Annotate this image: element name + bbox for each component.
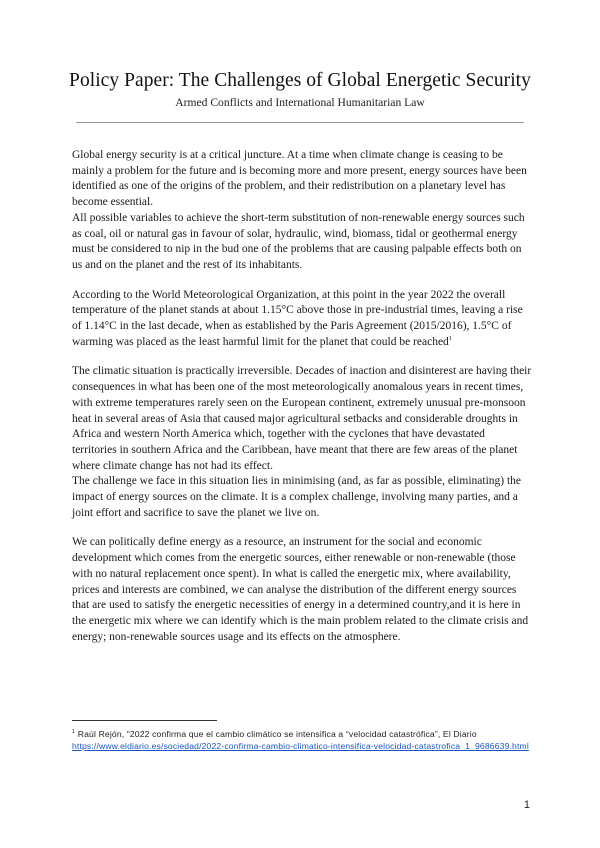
page-title: Policy Paper: The Challenges of Global Energetic Security bbox=[69, 70, 531, 91]
footnote-link[interactable]: https://www.eldiario.es/sociedad/2022-confirma-cambio-climatico-intensifica-velocidad-catastrofica_1_9686639.html bbox=[72, 740, 529, 751]
paragraph-1: Global energy security is at a critical juncture. At a time when climate change is ceasing to be mainly a problem for the future and is becoming more and more present, energy sources have been identified as one of the origins of the problem, and their redistribution on a planetary level has become essential. bbox=[72, 149, 527, 209]
footnote-divider bbox=[72, 720, 217, 721]
footnote-number: 1 bbox=[72, 729, 76, 736]
footnote-reference[interactable]: 1 bbox=[448, 334, 453, 342]
paragraph-5: The challenge we face in this situation lies in minimising (and, as far as possible, eliminating) the impact of energy sources on the climate. It is a complex challenge, involving many parties, and a joint effort and sacrifice to save the planet we live on. bbox=[72, 475, 522, 519]
footnote-text: Raúl Rejón, “2022 confirma que el cambio climático se intensifica a “velocidad catastrófica”, El Diario bbox=[75, 729, 477, 739]
paragraph-3-text: According to the World Meteorological Organization, at this point in the year 2022 the overall temperature of the planet stands at about 1.15°C above those in pre-industrial times, leaving a rise of 1.14°C in the last decade, when as established by the Paris Agreement (2015/2016), 1.5°C of warming was placed as the least harmful limit for the planet that could be reached bbox=[72, 288, 523, 348]
page-subtitle: Armed Conflicts and International Humanitarian Law bbox=[175, 96, 425, 109]
paragraph-2: All possible variables to achieve the short-term substitution of non-renewable energy sources such as coal, oil or natural gas in favour of solar, hydraulic, wind, biomass, tidal or geothermal energy must be considered to nip in the bud one of the problems that are causing palpable effects both on us and on the planet and the rest of its inhabitants. bbox=[72, 211, 525, 271]
title-divider bbox=[76, 122, 524, 123]
body-text bbox=[72, 148, 532, 645]
page-number: 1 bbox=[523, 799, 530, 811]
paragraph-4: The climatic situation is practically irreversible. Decades of inaction and disinterest are having their consequences in what has been one of the most meteorologically anomalous years in recent times, with extreme temperatures rarely seen on the European continent, extremely unusual pre-monsoon heat in several areas of Asia that caused major agricultural setbacks and considerable droughts in Africa and western North America which, together with the cyclones that have devastated territories in southern Africa and the Caribbean, have meant that there are few areas of the planet where climate change has not had its effect. bbox=[72, 365, 532, 472]
footnote bbox=[72, 729, 534, 753]
paragraph-3 bbox=[72, 288, 532, 351]
paragraph-6: We can politically define energy as a resource, an instrument for the social and economic development which comes from the energetic sources, either renewable or non-renewable (those with no natural replacement once spent). In what is called the energetic mix, where availability, prices and interests are combined, we can analyse the distribution of the different energy sources that are used to satisfy the energetic necessities of energy in a determined country,and it is here in the energetic mix where we can identify which is the main problem related to the climate crisis and energy; non-renewable sources usage and its effects on the atmosphere. bbox=[72, 536, 529, 643]
